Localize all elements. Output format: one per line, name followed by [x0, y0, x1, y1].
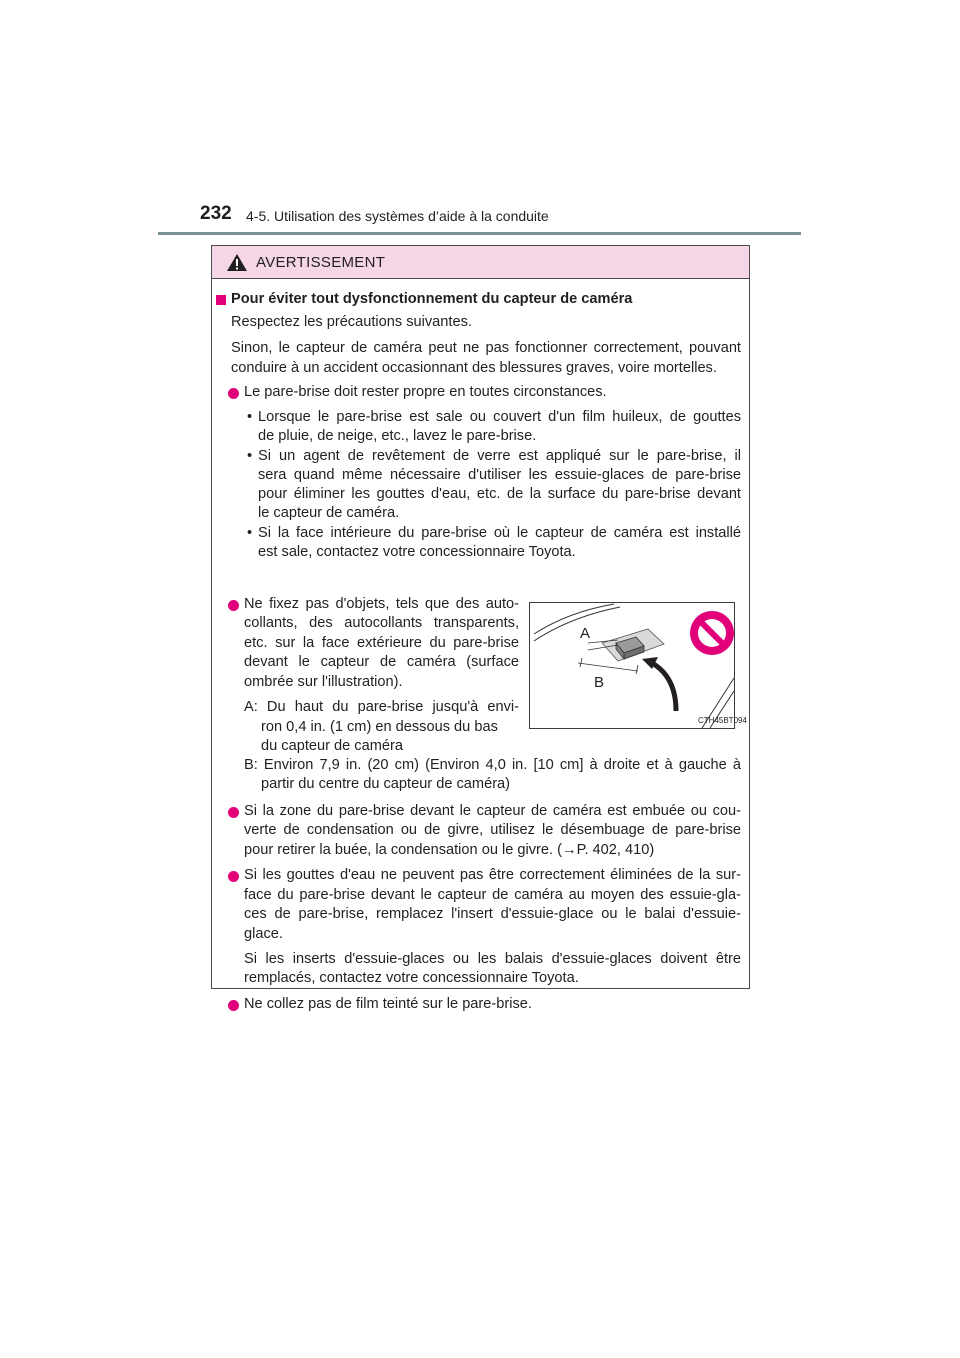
warning-triangle-icon [226, 253, 248, 272]
windshield-illustration [529, 602, 747, 729]
bullet-dot-icon [228, 1000, 239, 1011]
sub-bullet: • [247, 448, 253, 464]
sub-item-line: le capteur de caméra. [258, 505, 400, 521]
label-b: B [594, 674, 605, 691]
sub-item-line: Si un agent de revêtement de verre est appliqué sur le pare-brise, il [258, 448, 741, 464]
label-a: A [580, 625, 591, 642]
note-b-line: B: Environ 7,9 in. (20 cm) (Environ 4,0 in. [10 cm] à droite et à gauche à [244, 757, 741, 773]
note-a-line: A: Du haut du pare-brise jusqu'à envi- [244, 699, 519, 715]
header-rule [158, 232, 801, 235]
bullet-dot-icon [228, 871, 239, 882]
intro-line: Sinon, le capteur de caméra peut ne pas fonctionner correctement, pouvant [231, 340, 741, 356]
item-line: Si les gouttes d'eau ne peuvent pas être correctement éliminées de la sur- [244, 867, 741, 883]
camera-sensor-diagram [530, 603, 747, 728]
sub-item-line: de pluie, de neige, etc., lavez le pare-brise. [258, 428, 537, 444]
item-line: Si les inserts d'essuie-glaces ou les balais d'essuie-glaces doivent être [244, 951, 741, 967]
item-line: ces de pare-brise, remplacez l'insert d'essuie-glace ou le balai d'essuie- [244, 906, 741, 922]
item-text: Le pare-brise doit rester propre en toutes circonstances. [244, 384, 607, 400]
figure-code: CTH45BT094 [698, 716, 747, 725]
item-line: pour retirer la buée, la condensation ou le givre. (→P. 402, 410) [244, 842, 655, 858]
note-a-line: du capteur de caméra [261, 738, 403, 754]
note-a-line: ron 0,4 in. (1 cm) en dessous du bas [261, 719, 498, 735]
sub-item-line: sera quand même nécessaire d'utiliser les essuie-glaces de pare-brise [258, 467, 741, 483]
intro-line: conduire à un accident occasionnant des blessures graves, voire mortelles. [231, 360, 717, 376]
item-line: remplacés, contactez votre concessionnaire Toyota. [244, 970, 579, 986]
warning-box [211, 245, 750, 1012]
item-line: face du pare-brise devant le capteur de caméra au moyen des essuie-gla- [244, 887, 741, 903]
bullet-dot-icon [228, 600, 239, 611]
intro-text: Respectez les précautions suivantes. [231, 314, 472, 330]
item-line: collants, des autocollants transparents, [244, 615, 519, 631]
sub-item-line: Lorsque le pare-brise est sale ou couvert d'un film huileux, de gouttes [258, 409, 741, 425]
prohibited-icon [690, 611, 734, 655]
note-b-line: partir du centre du capteur de caméra) [261, 776, 511, 792]
item-line: verte de condensation ou de givre, utilisez le désembuage de pare-brise [244, 822, 741, 838]
bullet-dot-icon [228, 388, 239, 399]
section-square-icon [216, 295, 226, 305]
item-line: etc. sur la face extérieure du pare-brise [244, 635, 519, 651]
section-title: 4-5. Utilisation des systèmes d’aide à la conduite [246, 208, 549, 224]
warning-header [212, 246, 749, 279]
item-line: ombrée sur l'illustration). [244, 674, 403, 690]
item-line: glace. [244, 926, 283, 942]
sub-bullet: • [247, 409, 253, 425]
sub-bullet: • [247, 525, 253, 541]
page-number: 232 [200, 203, 232, 224]
warning-title: AVERTISSEMENT [256, 253, 386, 271]
item-line: devant le capteur de caméra (surface [244, 654, 519, 670]
warning-heading: Pour éviter tout dysfonctionnement du capteur de caméra [231, 291, 633, 307]
item-line: Si la zone du pare-brise devant le capteur de caméra est embuée ou cou- [244, 803, 741, 819]
sub-item-line: est sale, contactez votre concessionnaire Toyota. [258, 544, 576, 560]
sub-item-line: Si la face intérieure du pare-brise où le capteur de caméra est installé [258, 525, 741, 541]
sub-item-line: pour éliminer les gouttes d'eau, etc. de la surface du pare-brise devant [258, 486, 741, 502]
item-line: Ne fixez pas d'objets, tels que des auto- [244, 596, 519, 612]
item-text: Ne collez pas de film teinté sur le pare-brise. [244, 996, 532, 1012]
bullet-dot-icon [228, 807, 239, 818]
